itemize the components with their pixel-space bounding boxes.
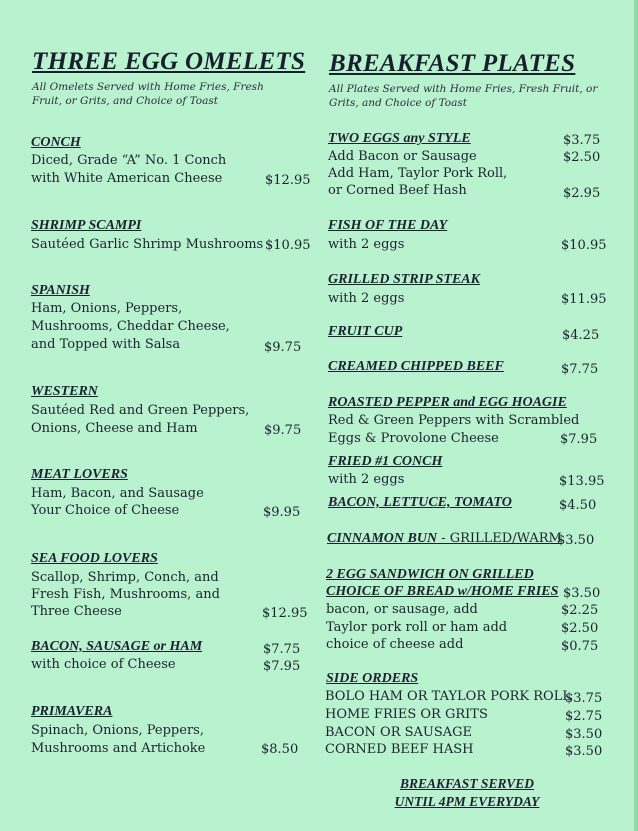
omelets-heading: THREE EGG OMELETS — [32, 48, 306, 75]
footer-line-1: BREAKFAST SERVED — [400, 776, 534, 791]
item-price: $0.75 — [561, 639, 599, 654]
item-name: 2 EGG SANDWICH ON GRILLED — [326, 567, 534, 582]
item-name: WESTERN — [31, 384, 98, 399]
item-name: FRUIT CUP — [328, 324, 403, 339]
item-desc: Mushrooms, Cheddar Cheese, — [31, 319, 230, 334]
item-desc: Taylor pork roll or ham add — [326, 620, 508, 635]
item-name — [327, 531, 562, 547]
item-price: $11.95 — [561, 292, 607, 307]
bun-note: - GRILLED/WARM — [437, 531, 562, 546]
item-desc: Scallop, Shrimp, Conch, and — [31, 570, 219, 585]
item-name: CONCH — [31, 135, 81, 150]
item-desc: BACON OR SAUSAGE — [325, 725, 473, 740]
bun-name: CINNAMON BUN — [327, 531, 438, 546]
item-desc: Red & Green Peppers with Scrambled — [328, 413, 580, 428]
plates-subtitle: All Plates Served with Home Fries, Fresh Fruit, or Grits, and Choice of Toast — [329, 83, 598, 109]
item-price: $10.95 — [561, 238, 607, 253]
item-desc: BOLO HAM OR TAYLOR PORK ROLL — [325, 689, 571, 704]
item-desc: with White American Cheese — [31, 171, 223, 186]
item-price: $13.95 — [559, 474, 605, 489]
item-price: $3.75 — [565, 691, 603, 706]
item-price: $2.25 — [561, 603, 599, 618]
page-edge — [634, 0, 638, 831]
item-desc: Sautéed Red and Green Peppers, — [31, 403, 250, 418]
item-desc: with 2 eggs — [328, 237, 405, 252]
item-name: FISH OF THE DAY — [328, 218, 448, 233]
item-price: $9.75 — [264, 340, 302, 355]
item-desc: choice of cheese add — [326, 637, 464, 652]
item-desc: CORNED BEEF HASH — [325, 742, 474, 757]
item-desc: HOME FRIES OR GRITS — [325, 707, 488, 722]
item-price: $7.75 — [263, 642, 301, 657]
item-desc: Fresh Fish, Mushrooms, and — [31, 587, 220, 602]
item-price: $2.50 — [563, 150, 601, 165]
item-price: $3.50 — [557, 533, 595, 548]
item-price: $2.75 — [565, 709, 603, 724]
item-name: BACON, SAUSAGE or HAM — [31, 639, 203, 654]
item-price: $12.95 — [262, 606, 308, 621]
item-price: $2.50 — [561, 621, 599, 636]
item-price: $3.50 — [565, 727, 603, 742]
item-price: $3.50 — [563, 586, 601, 601]
footer-line-2: UNTIL 4PM EVERYDAY — [394, 794, 540, 809]
item-name: FRIED #1 CONCH — [328, 454, 443, 469]
item-desc: with 2 eggs — [328, 472, 405, 487]
item-desc: Ham, Onions, Peppers, — [31, 301, 183, 316]
item-price: $4.50 — [559, 498, 597, 513]
item-name: CREAMED CHIPPED BEEF — [328, 359, 504, 374]
item-name: SPANISH — [31, 283, 90, 298]
item-price: $7.95 — [263, 659, 301, 674]
item-price: $10.95 — [265, 238, 311, 253]
item-desc: Diced, Grade “A” No. 1 Conch — [31, 153, 227, 168]
item-name: TWO EGGS any STYLE — [328, 131, 471, 146]
item-price: $7.95 — [560, 432, 598, 447]
item-desc: bacon, or sausage, add — [326, 602, 478, 617]
item-price: $2.95 — [563, 186, 601, 201]
item-price: $3.50 — [565, 744, 603, 759]
item-name: MEAT LOVERS — [31, 467, 128, 482]
item-price: $7.75 — [561, 362, 599, 377]
plates-heading: BREAKFAST PLATES — [329, 50, 576, 77]
omelets-subtitle: All Omelets Served with Home Fries, Fresh Fruit, or Grits, and Choice of Toast — [32, 81, 264, 107]
item-desc: or Corned Beef Hash — [328, 183, 467, 198]
item-desc: Onions, Cheese and Ham — [31, 421, 198, 436]
item-desc: Add Bacon or Sausage — [328, 149, 477, 164]
item-desc: Add Ham, Taylor Pork Roll, — [328, 166, 508, 181]
item-name: SIDE ORDERS — [326, 671, 419, 686]
item-price: $12.95 — [265, 173, 311, 188]
item-name: SEA FOOD LOVERS — [31, 551, 158, 566]
item-name: PRIMAVERA — [31, 704, 113, 719]
item-desc: with choice of Cheese — [31, 657, 176, 672]
item-desc: Eggs & Provolone Cheese — [328, 431, 499, 446]
item-name: ROASTED PEPPER and EGG HOAGIE — [328, 395, 567, 410]
item-desc: and Topped with Salsa — [31, 337, 181, 352]
item-desc: Your Choice of Cheese — [31, 503, 180, 518]
item-desc: with 2 eggs — [328, 291, 405, 306]
item-name: CHOICE OF BREAD w/HOME FRIES — [326, 584, 559, 599]
item-desc: Spinach, Onions, Peppers, — [31, 723, 204, 738]
item-desc: Mushrooms and Artichoke — [31, 741, 206, 756]
item-price: $9.75 — [264, 423, 302, 438]
item-desc: Sautéed Garlic Shrimp Mushrooms — [31, 237, 264, 252]
item-price: $9.95 — [263, 505, 301, 520]
item-desc: Ham, Bacon, and Sausage — [31, 486, 204, 501]
item-price: $4.25 — [562, 328, 600, 343]
item-price: $3.75 — [563, 133, 601, 148]
item-name: SHRIMP SCAMPI — [31, 218, 142, 233]
item-desc: Three Cheese — [31, 604, 122, 619]
item-name: GRILLED STRIP STEAK — [328, 272, 480, 287]
item-price: $8.50 — [261, 742, 299, 757]
item-name: BACON, LETTUCE, TOMATO — [328, 495, 512, 510]
